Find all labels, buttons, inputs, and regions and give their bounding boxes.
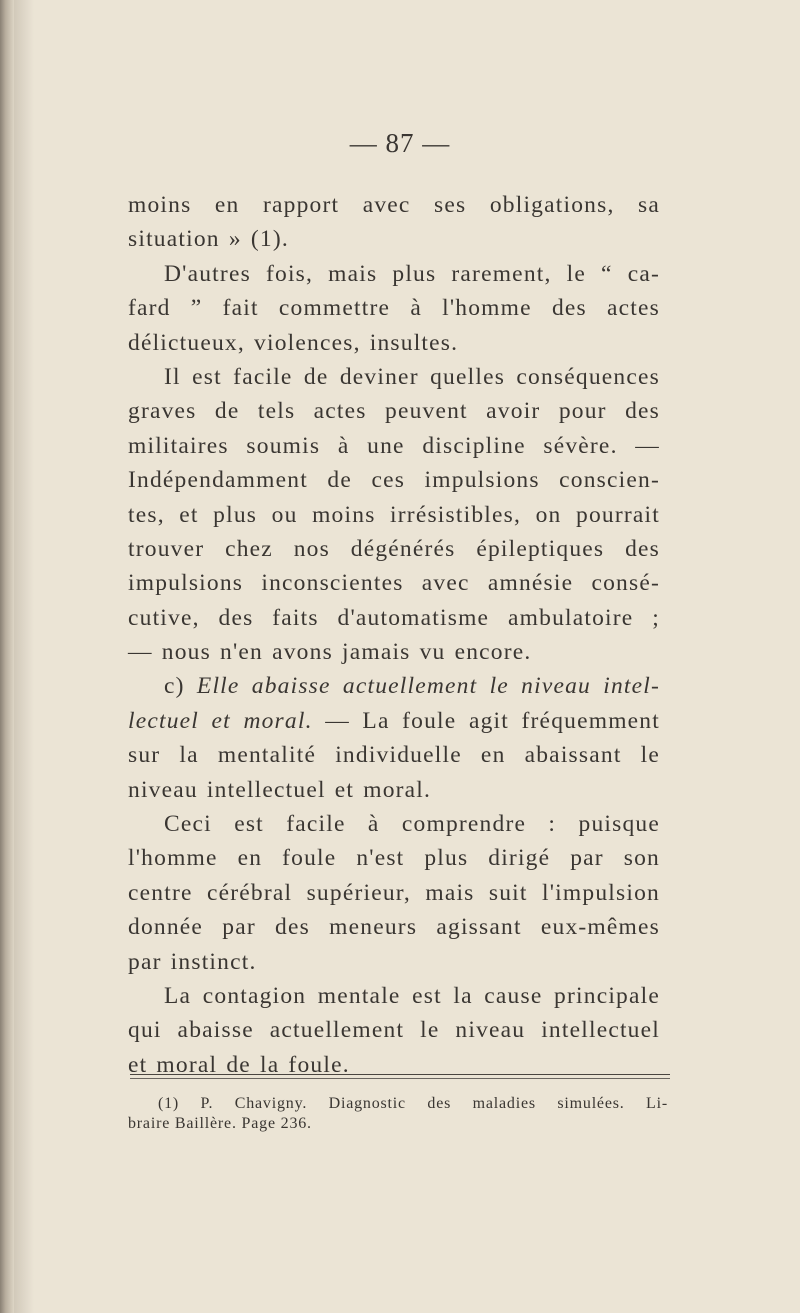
section-marker: c) [164,673,185,700]
text-line: situation » (1). [128,226,289,253]
text-line: délictueux, violences, insultes. [128,329,459,356]
page-binding-shadow [14,0,34,1313]
text-line: moins en rapport avec ses obligations, sa [128,192,660,218]
section-after-title: — La foule agit fréquemment [312,707,660,734]
section-heading-line [128,669,660,703]
footnote-rule [130,1074,670,1075]
text-line: fard ” fait commettre à l'homme des actes [128,295,660,322]
text-line: l'homme en foule n'est plus dirigé par son [128,845,660,872]
footnote [128,1094,668,1134]
text-line: donnée par des meneurs agissant eux-mêmes [128,914,660,941]
section-title: Elle abaisse actuellement le niveau intel- [196,673,661,700]
text-line: sur la mentalité individuelle en abaissant le [128,742,660,769]
footnote-line: braire Baillère. Page 236. [128,1115,312,1132]
text-line: graves de tels actes peuvent avoir pour des [128,398,660,425]
section-heading-line [128,704,660,738]
text-line: trouver chez nos dégénérés épileptiques des [128,535,660,562]
text-line: et moral de la foule. [128,1051,350,1078]
text-line: La contagion mentale est la cause principale [164,982,660,1009]
text-line: Indépendamment de ces impulsions conscien- [128,467,660,494]
text-line: tes, et plus ou moins irrésistibles, on pourrait [128,501,660,528]
text-line: D'autres fois, mais plus rarement, le “ ca- [164,260,660,287]
text-line: par instinct. [128,948,257,975]
text-line: — nous n'en avons jamais vu encore. [128,639,532,666]
footnote-rule-secondary [130,1078,670,1079]
section-title-cont: lectuel et moral. [128,707,313,734]
page-number: — 87 — [349,128,451,158]
text-line: militaires soumis à une discipline sévère. — [128,432,660,459]
text-line: qui abaisse actuellement le niveau intellectuel [128,1017,660,1044]
footnote-line: (1) P. Chavigny. Diagnostic des maladies simulées. Li- [158,1095,668,1112]
page-binding-edge [0,0,14,1313]
text-line: centre cérébral supérieur, mais suit l'impulsion [128,879,660,906]
text-line: Il est facile de deviner quelles conséquences [164,363,660,390]
text-line: Ceci est facile à comprendre : puisque [164,811,660,838]
text-line: impulsions inconscientes avec amnésie consé- [128,570,660,597]
text-line: niveau intellectuel et moral. [128,776,432,803]
text-line: cutive, des faits d'automatisme ambulatoire ; [128,604,660,631]
body-text [128,188,660,1082]
